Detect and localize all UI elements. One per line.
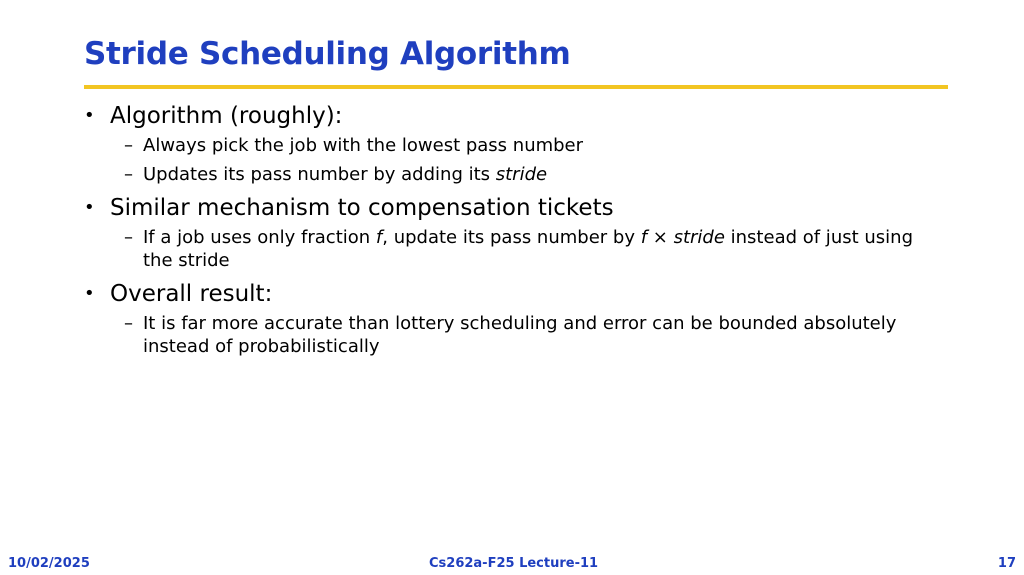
- sub-list-compensation: [84, 226, 944, 272]
- sub-bullet-text: It is far more accurate than lottery scheduling and error can be bounded absolutely instead of probabilistically: [143, 313, 897, 357]
- sub-bullet-text: If a job uses only fraction: [143, 227, 376, 248]
- bullet-dot-icon: •: [84, 105, 95, 126]
- sub-bullet-pick-job: [84, 134, 944, 157]
- sub-bullet-accuracy: [84, 312, 944, 358]
- bullet-text: Overall result:: [110, 281, 273, 307]
- bullet-text: Similar mechanism to compensation tickets: [110, 195, 614, 221]
- stride-emphasis: stride: [673, 227, 725, 248]
- sub-bullet-text: , update its pass number by: [382, 227, 641, 248]
- sub-bullet-fraction: [84, 226, 944, 272]
- footer-course: Cs262a-F25 Lecture-11: [429, 556, 599, 571]
- footer-page-number: 17: [997, 556, 1016, 571]
- sub-bullet-text: instead of just using the stride: [143, 227, 913, 271]
- slide-title: Stride Scheduling Algorithm: [84, 36, 571, 72]
- sub-list-overall-result: [84, 312, 944, 358]
- dash-icon: –: [124, 135, 133, 156]
- slide-content: [84, 100, 944, 364]
- dash-icon: –: [124, 313, 133, 334]
- bullet-dot-icon: •: [84, 283, 95, 304]
- bullet-overall-result: [84, 278, 944, 310]
- title-underline: [84, 85, 948, 89]
- footer-date: 10/02/2025: [8, 556, 90, 571]
- sub-bullet-update-pass: [84, 163, 944, 186]
- f-emphasis: f: [375, 227, 383, 248]
- bullet-compensation: [84, 192, 944, 224]
- f-emphasis: f: [640, 227, 648, 248]
- dash-icon: –: [124, 164, 133, 185]
- dash-icon: –: [124, 227, 133, 248]
- bullet-algorithm: [84, 100, 944, 132]
- bullet-dot-icon: •: [84, 197, 95, 218]
- sub-list-algorithm: [84, 134, 944, 186]
- times-symbol: ×: [647, 227, 674, 248]
- sub-bullet-text: Always pick the job with the lowest pass number: [143, 135, 584, 156]
- sub-bullet-text: Updates its pass number by adding its: [143, 164, 496, 185]
- stride-emphasis: stride: [495, 164, 548, 185]
- bullet-text: Algorithm (roughly):: [110, 103, 343, 129]
